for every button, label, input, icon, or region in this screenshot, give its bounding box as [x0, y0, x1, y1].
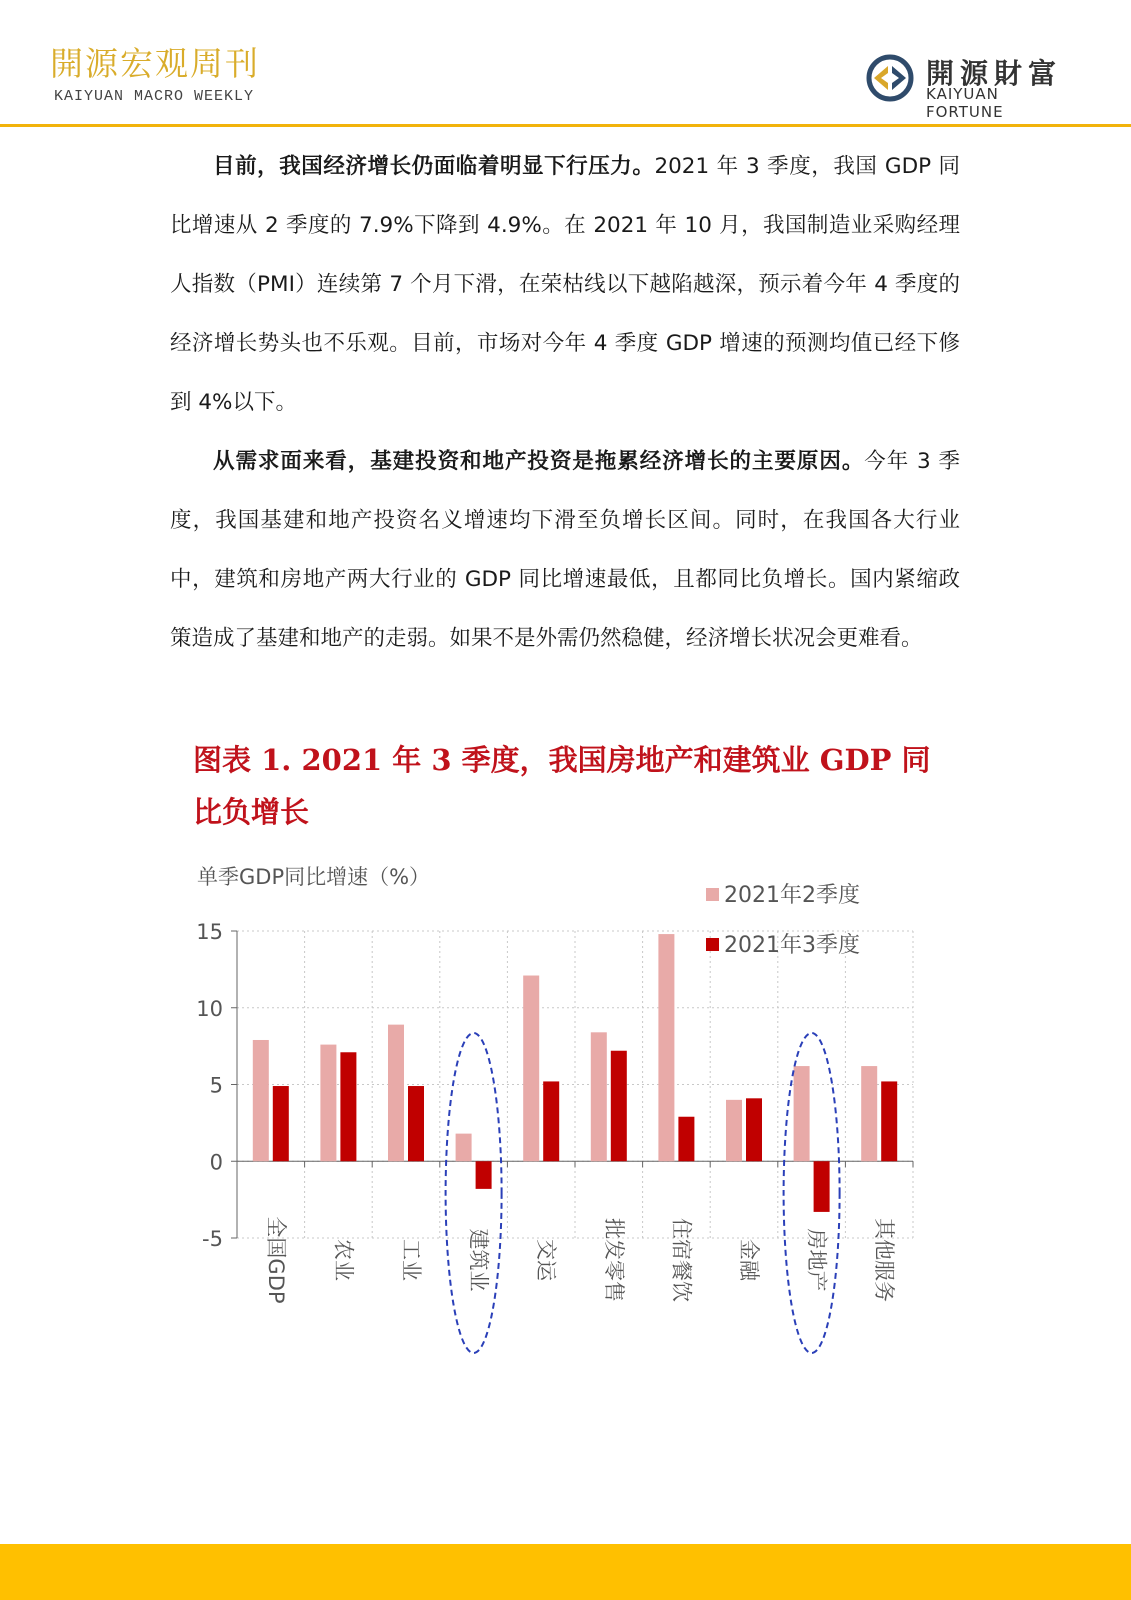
bar-q3	[543, 1081, 559, 1161]
gdp-growth-chart	[185, 848, 955, 1388]
header-divider	[0, 124, 1131, 127]
y-tick-label: 10	[196, 996, 223, 1021]
page-header	[0, 0, 1131, 126]
bar-q3	[340, 1052, 356, 1161]
legend-label: 2021年2季度	[724, 883, 860, 908]
bar-q2	[320, 1045, 336, 1162]
kaiyuan-logo-icon	[866, 54, 914, 102]
paragraph-2	[170, 432, 960, 668]
bar-q3	[814, 1161, 830, 1212]
x-category-label: 交运	[534, 1239, 559, 1281]
x-category-label: 其他服务	[872, 1218, 897, 1302]
x-category-label: 工业	[399, 1239, 423, 1281]
chart-canvas	[185, 848, 955, 1388]
x-category-label: 全国GDP	[263, 1216, 288, 1304]
y-tick-label: 5	[209, 1073, 223, 1098]
brand-subtitle: KAIYUAN MACRO WEEKLY	[54, 88, 255, 105]
bar-q2	[523, 976, 539, 1162]
footer-bar	[0, 1544, 1131, 1600]
bar-q2	[591, 1032, 607, 1161]
figure-title: 图表 1. 2021 年 3 季度，我国房地产和建筑业 GDP 同比负增长	[193, 743, 931, 829]
bar-q2	[726, 1100, 742, 1161]
bar-q3	[611, 1051, 627, 1162]
bar-q3	[408, 1086, 424, 1161]
bar-q3	[273, 1086, 289, 1161]
logo-name-en: KAIYUAN FORTUNE	[926, 85, 1004, 121]
brand-title: 開源宏观周刊	[50, 44, 260, 83]
paragraph-1	[170, 137, 960, 432]
bar-q3	[881, 1081, 897, 1161]
paragraph-1-lead: 目前，我国经济增长仍面临着明显下行压力。	[213, 154, 655, 179]
paragraph-2-lead: 从需求面来看，基建投资和地产投资是拖累经济增长的主要原因。	[213, 449, 865, 474]
bar-q3	[746, 1098, 762, 1161]
paragraph-2-text: 今年 3 季度，我国基建和地产投资名义增速均下滑至负增长区间。同时，在我国各大行业中，建筑和房地产两大行业的 GDP 同比增速最低，且都同比负增长。国内紧缩政策造成了基建和地产的走弱。如果不是外需仍然稳健，经济增长状况会更难看。	[170, 449, 960, 651]
highlight-ellipse	[784, 1033, 840, 1353]
x-category-label: 金融	[737, 1239, 761, 1281]
legend-swatch	[706, 888, 719, 901]
legend-swatch	[706, 938, 719, 951]
x-category-label: 批发零售	[601, 1218, 626, 1302]
bar-q2	[388, 1025, 404, 1162]
bar-q2	[658, 934, 674, 1161]
y-tick-label: 15	[196, 920, 223, 944]
x-category-label: 房地产	[804, 1228, 829, 1292]
y-axis-label: 单季GDP同比增速（%）	[197, 865, 431, 889]
paragraph-1-text: 2021 年 3 季度，我国 GDP 同比增速从 2 季度的 7.9%下降到 4.9%。在 2021 年 10 月，我国制造业采购经理人指数（PMI）连续第 7 个月下滑，在荣枯线以下越陷越深，预示着今年 4 季度的经济增长势头也不乐观。目前，市场对今年 4 季度 GDP 增速的预测均值已经下修到 4%以下。	[170, 154, 960, 415]
bar-q2	[861, 1066, 877, 1161]
bar-q2	[253, 1040, 269, 1161]
y-tick-label: 0	[209, 1150, 223, 1175]
bar-q3	[476, 1161, 492, 1189]
bar-q2	[794, 1066, 810, 1161]
legend-label: 2021年3季度	[724, 933, 860, 958]
bar-q2	[456, 1134, 472, 1162]
company-logo	[866, 52, 1076, 121]
bar-q3	[678, 1117, 694, 1162]
x-category-label: 农业	[331, 1239, 356, 1281]
highlight-ellipse	[446, 1033, 502, 1353]
y-tick-label: -5	[202, 1227, 223, 1251]
logo-name-cn: 開源財富	[926, 57, 1063, 90]
article-body	[170, 137, 960, 668]
x-category-label: 建筑业	[466, 1228, 491, 1292]
x-category-label: 住宿餐饮	[669, 1218, 694, 1302]
